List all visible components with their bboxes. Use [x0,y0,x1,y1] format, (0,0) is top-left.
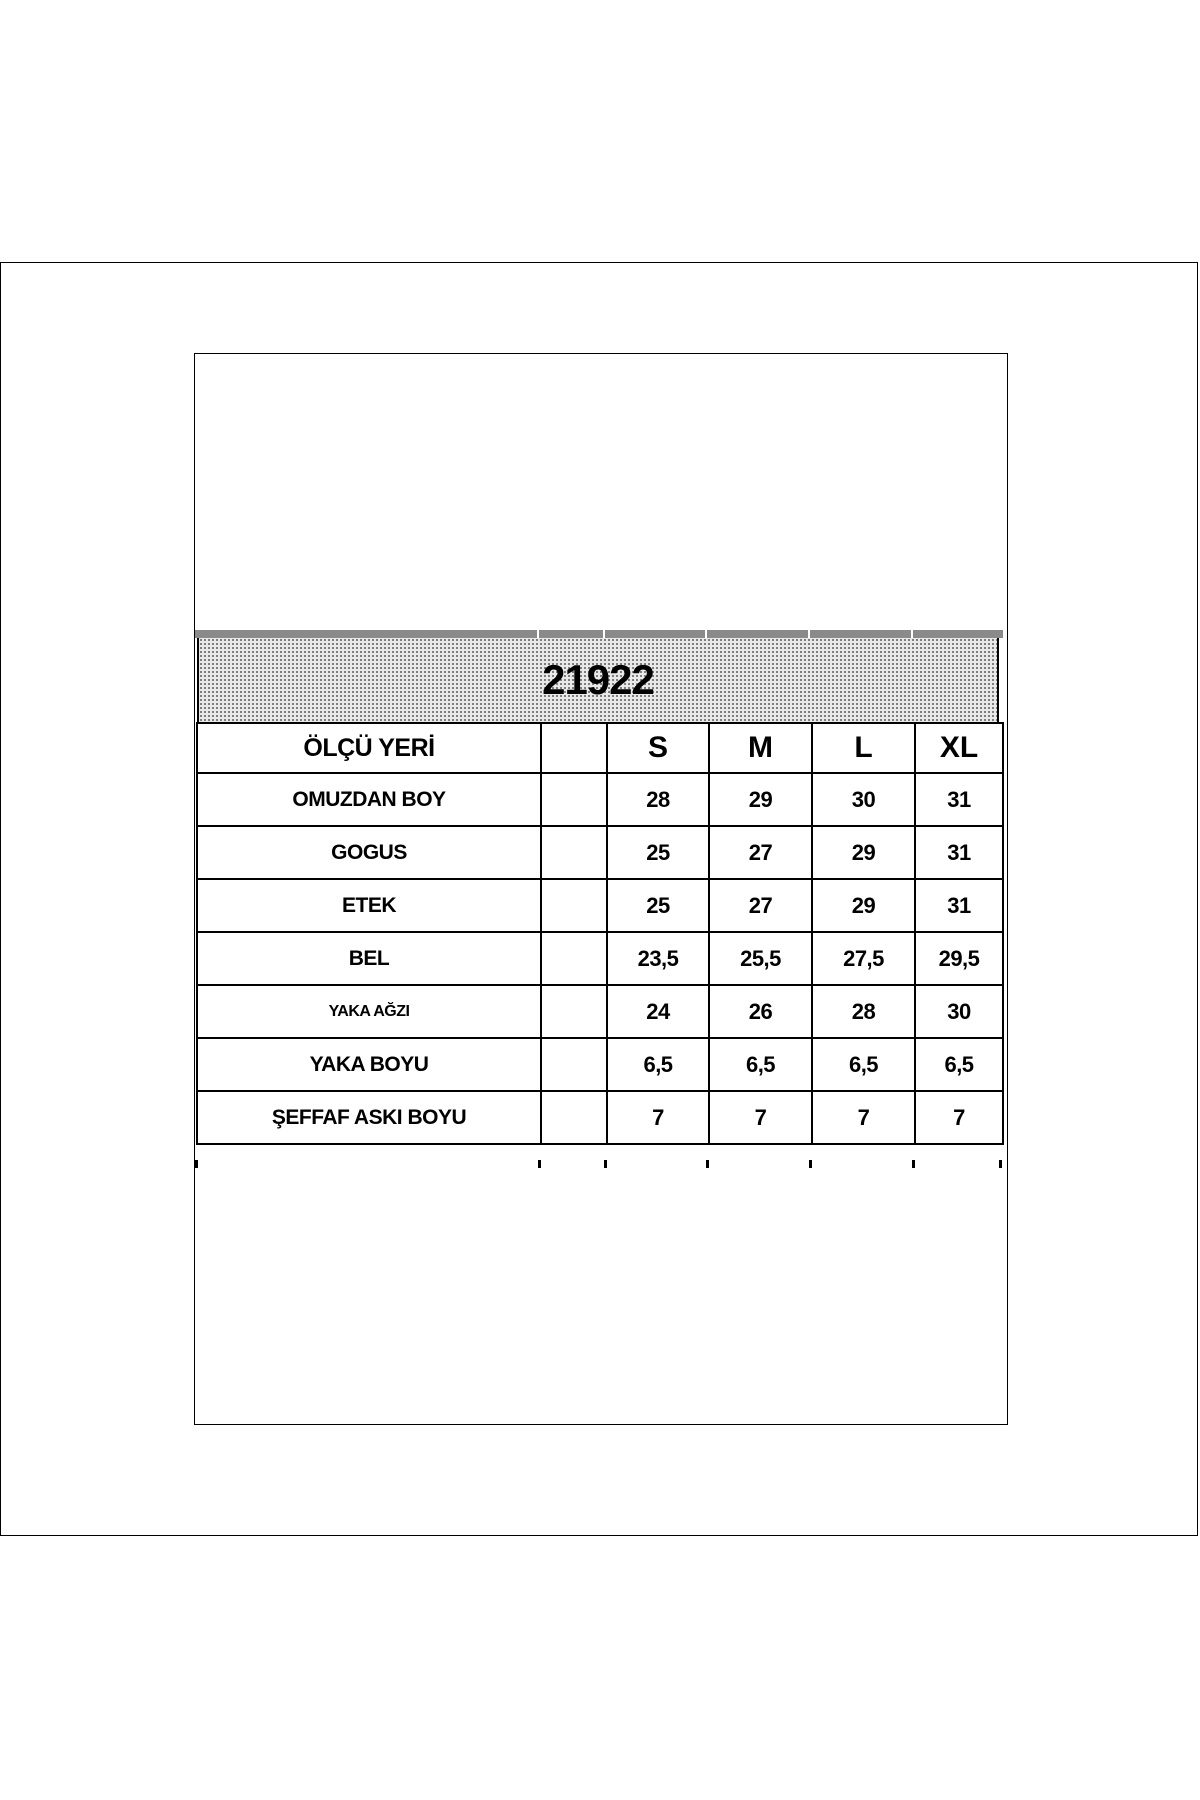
row-label: BEL [197,932,541,985]
table-row [197,773,1003,826]
value-cell: 7 [709,1091,812,1144]
value-cell: 31 [915,773,1003,826]
column-header-strip [195,630,1003,638]
strip-divider [705,630,707,638]
gridline-stub [809,1160,812,1168]
column-header-measurement: ÖLÇÜ YERİ [197,723,541,773]
value-cell: 30 [915,985,1003,1038]
value-cell: 26 [709,985,812,1038]
value-cell: 31 [915,826,1003,879]
value-cell: 25 [607,826,709,879]
column-header-s: S [607,723,709,773]
row-label: YAKA BOYU [197,1038,541,1091]
value-cell: 6,5 [607,1038,709,1091]
value-cell: 6,5 [812,1038,915,1091]
value-cell: 30 [812,773,915,826]
value-cell: 6,5 [915,1038,1003,1091]
strip-divider [808,630,810,638]
value-cell: 31 [915,879,1003,932]
value-cell: 29 [812,879,915,932]
table-row [197,826,1003,879]
value-cell: 7 [607,1091,709,1144]
value-cell: 25,5 [709,932,812,985]
gridline-stub [706,1160,709,1168]
value-cell: 7 [812,1091,915,1144]
strip-divider [537,630,539,638]
column-header-l: L [812,723,915,773]
row-label: ETEK [197,879,541,932]
value-cell: 24 [607,985,709,1038]
row-label: OMUZDAN BOY [197,773,541,826]
column-header-m: M [709,723,812,773]
table-row [197,879,1003,932]
column-header-blank [541,723,607,773]
row-label: ŞEFFAF ASKI BOYU [197,1091,541,1144]
value-cell: 23,5 [607,932,709,985]
gridline-stub [912,1160,915,1168]
value-cell: 27 [709,879,812,932]
title-band [197,638,999,722]
blank-cell [541,1038,607,1091]
table-row [197,1038,1003,1091]
value-cell: 7 [915,1091,1003,1144]
strip-divider [603,630,605,638]
value-cell: 28 [607,773,709,826]
value-cell: 27,5 [812,932,915,985]
table-row [197,932,1003,985]
gridline-stub [538,1160,541,1168]
table-row [197,985,1003,1038]
gridline-stub [604,1160,607,1168]
row-label: GOGUS [197,826,541,879]
blank-cell [541,826,607,879]
row-label: YAKA AĞZI [197,985,541,1038]
blank-cell [541,1091,607,1144]
value-cell: 28 [812,985,915,1038]
blank-cell [541,985,607,1038]
product-code-title: 21922 [542,656,654,703]
value-cell: 29 [812,826,915,879]
value-cell: 29 [709,773,812,826]
value-cell: 6,5 [709,1038,812,1091]
blank-cell [541,879,607,932]
size-table [196,722,1004,1145]
gridline-stub [195,1160,198,1168]
strip-divider [911,630,913,638]
blank-cell [541,932,607,985]
value-cell: 29,5 [915,932,1003,985]
column-header-xl: XL [915,723,1003,773]
value-cell: 27 [709,826,812,879]
table-row [197,1091,1003,1144]
blank-cell [541,773,607,826]
value-cell: 25 [607,879,709,932]
gridline-stub [999,1160,1002,1168]
bottom-gridline-stubs [196,1160,1002,1168]
table-header-row [197,723,1003,773]
